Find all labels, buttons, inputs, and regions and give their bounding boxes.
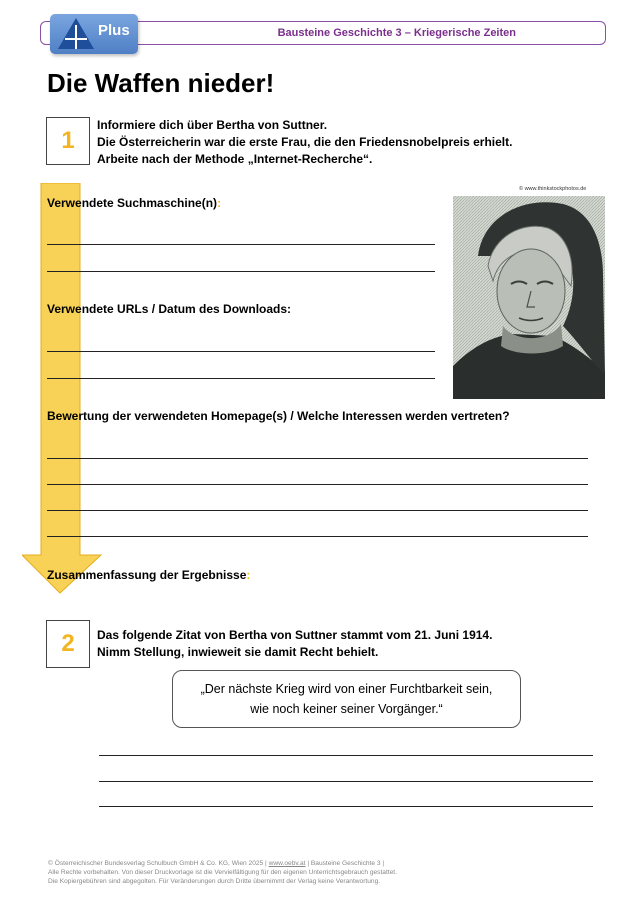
task2-line: Nimm Stellung, inwieweit sie damit Recht behielt. — [97, 645, 379, 659]
publisher-link[interactable]: www.oebv.at — [268, 860, 306, 867]
quote-box — [172, 670, 521, 728]
section-label-evaluation — [47, 409, 510, 423]
section-label-summary — [47, 568, 250, 582]
footer-line-1 — [48, 859, 397, 868]
answer-line[interactable] — [99, 755, 593, 756]
quote-line: wie noch keiner seiner Vorgänger.“ — [250, 702, 443, 716]
section-label-colon: : — [246, 568, 251, 582]
answer-line[interactable] — [47, 458, 588, 459]
answer-line[interactable] — [47, 484, 588, 485]
task1-instructions — [97, 117, 512, 168]
task-number-1: 1 — [46, 117, 90, 165]
answer-line[interactable] — [47, 536, 588, 537]
footer — [48, 859, 397, 886]
logo-text: Plus — [98, 22, 130, 39]
quote-line: „Der nächste Krieg wird von einer Furchtbarkeit sein, — [200, 682, 493, 696]
answer-line[interactable] — [99, 781, 593, 782]
answer-line[interactable] — [47, 271, 435, 272]
section-label-text: Zusammenfassung der Ergebnisse — [47, 568, 247, 582]
section-label-urls — [47, 302, 291, 316]
section-label-text: Verwendete URLs / Datum des Downloads: — [47, 302, 292, 316]
task-number-2: 2 — [46, 620, 90, 668]
answer-line[interactable] — [99, 806, 593, 807]
portrait-image — [453, 196, 605, 399]
answer-line[interactable] — [47, 510, 588, 511]
footer-text: | Bausteine Geschichte 3 | — [305, 860, 385, 867]
photo-credit: © www.thinkstockphotos.de — [519, 186, 587, 192]
series-title: Bausteine Geschichte 3 – Kriegerische Zeiten — [277, 27, 516, 39]
task2-instructions — [97, 627, 492, 661]
task1-line: Informiere dich über Bertha von Suttner. — [97, 118, 328, 132]
footer-line-3: Die Kopiergebühren sind abgegolten. Für Veränderungen durch Dritte übernimmt der Verlag keine Verantwortung. — [48, 878, 381, 885]
triangle-logo-icon — [56, 17, 96, 51]
page-title: Die Waffen nieder! — [47, 68, 275, 98]
task1-line: Die Österreicherin war die erste Frau, die den Friedensnobelpreis erhielt. — [97, 135, 513, 149]
task2-line: Das folgende Zitat von Bertha von Suttner stammt vom 21. Juni 1914. — [97, 628, 493, 642]
footer-line-2: Alle Rechte vorbehalten. Von dieser Druckvorlage ist die Vervielfältigung für den eigenen Unterrichtsgebrauch gestattet. — [48, 869, 397, 876]
task1-line: Arbeite nach der Methode „Internet-Recherche“. — [97, 152, 373, 166]
section-label-text: Verwendete Suchmaschine(n) — [47, 196, 218, 210]
answer-line[interactable] — [47, 351, 435, 352]
section-label-text: Bewertung der verwendeten Homepage(s) / Welche Interessen werden vertreten? — [47, 409, 510, 423]
footer-text: © Österreichischer Bundesverlag Schulbuch GmbH & Co. KG, Wien 2025 | — [48, 860, 269, 867]
section-label-search-engines — [47, 196, 221, 210]
answer-line[interactable] — [47, 244, 435, 245]
publisher-logo — [50, 14, 138, 54]
section-label-colon: : — [217, 196, 222, 210]
answer-line[interactable] — [47, 378, 435, 379]
